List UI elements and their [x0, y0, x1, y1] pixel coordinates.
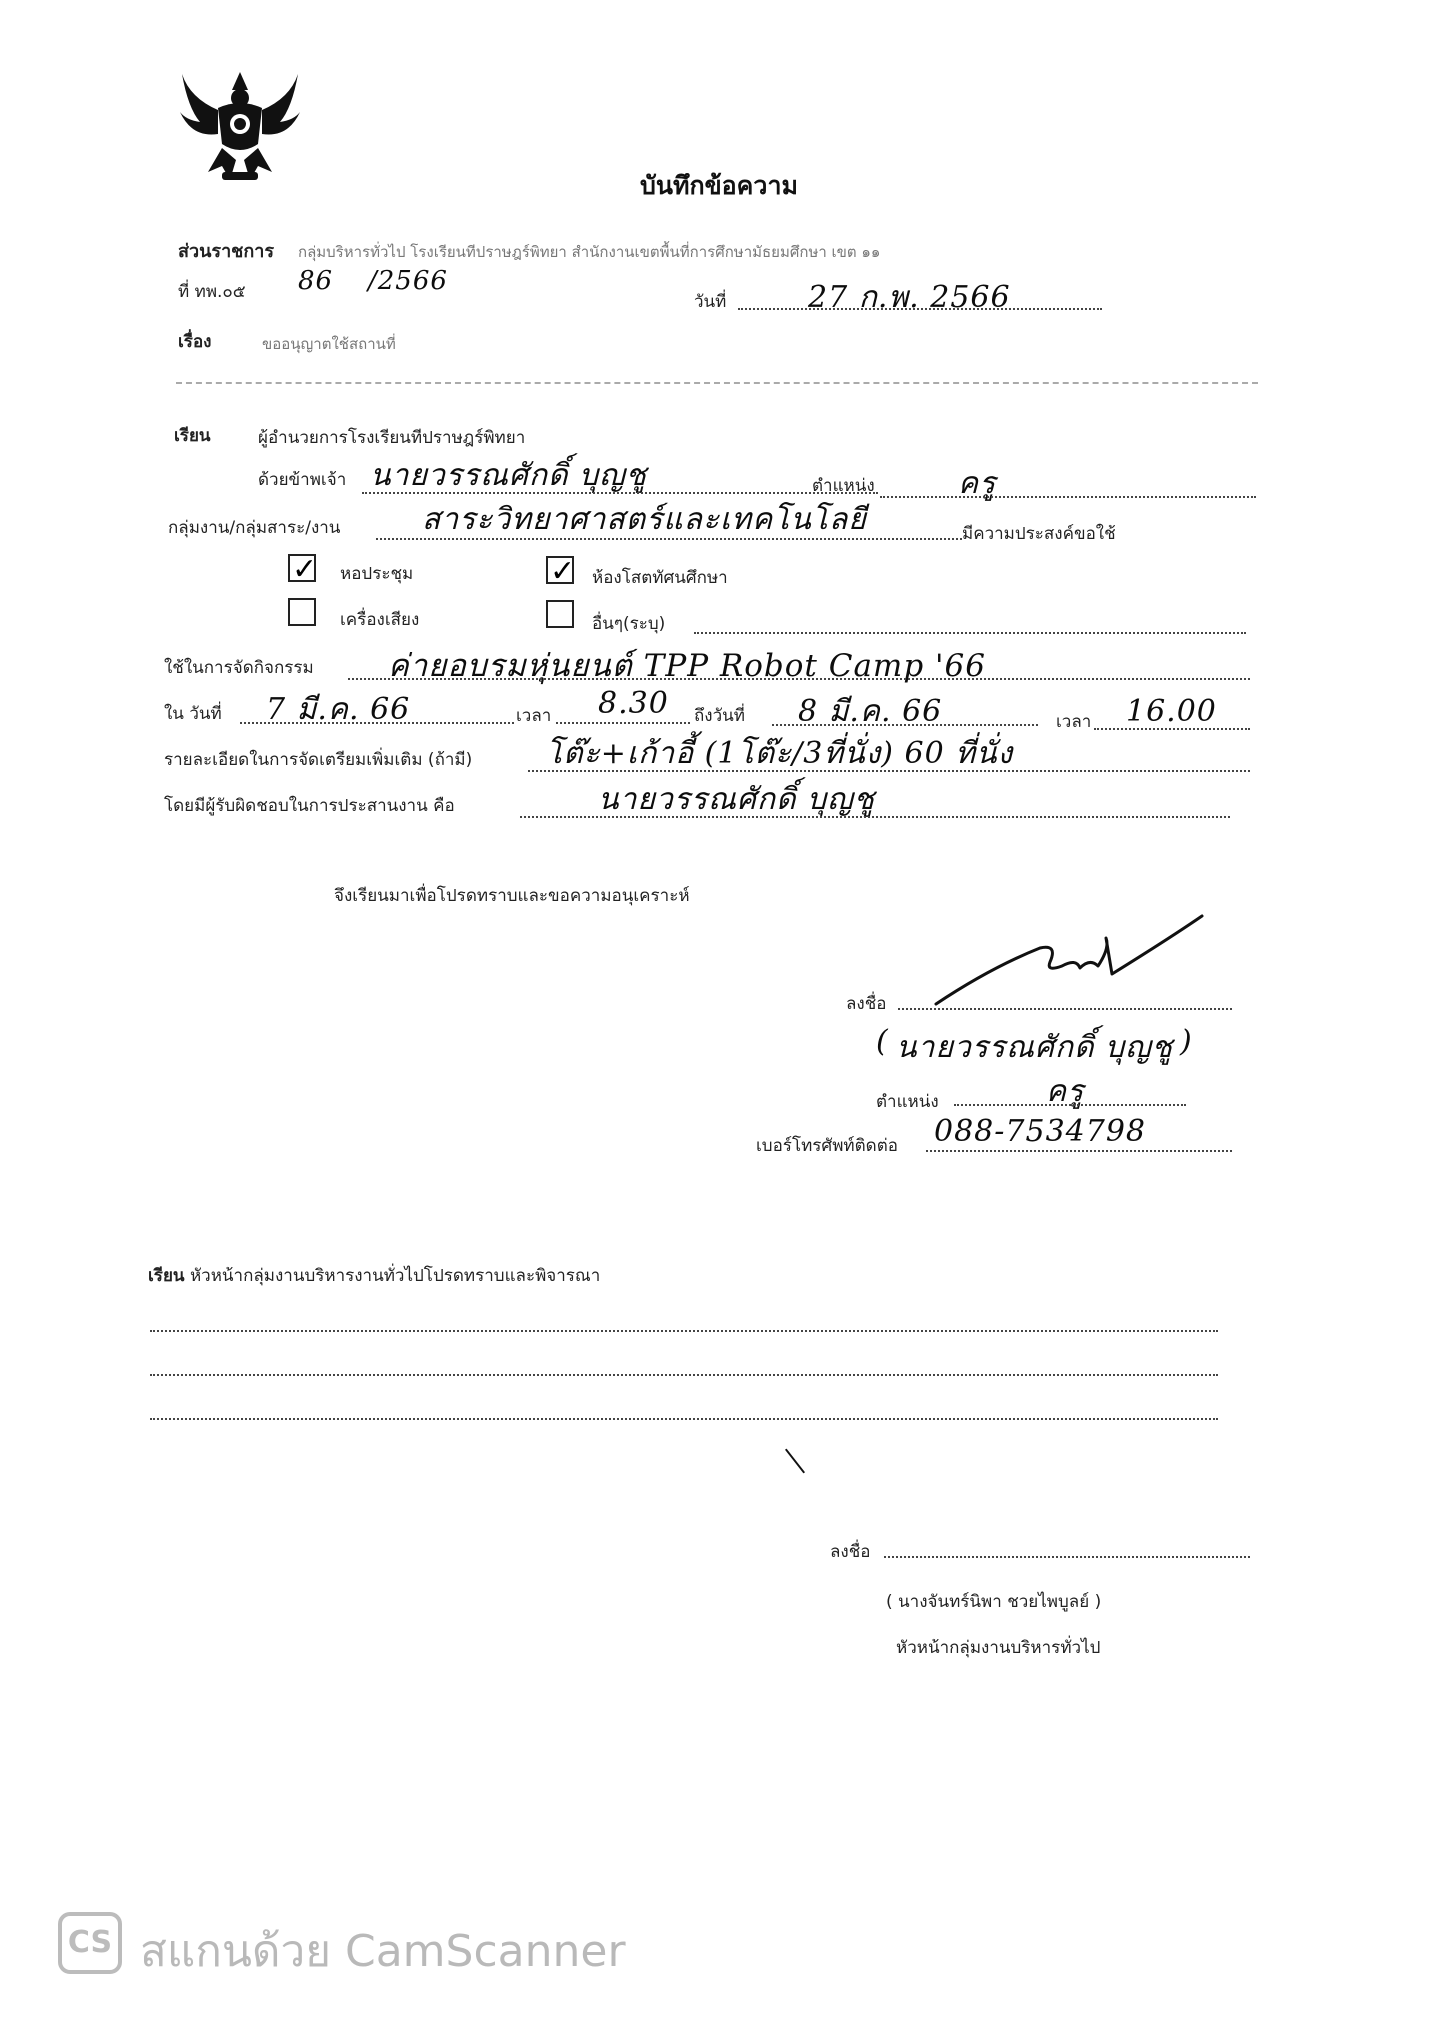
date-label: วันที่	[694, 292, 727, 312]
on-date-dotted-line	[240, 722, 514, 724]
phone-label: เบอร์โทรศัพท์ติดต่อ	[756, 1136, 898, 1156]
subject-text: ขออนุญาตใช้สถานที่	[262, 335, 396, 353]
activity-label: ใช้ในการจัดกิจกรรม	[164, 658, 314, 678]
to-label: เรียน	[174, 426, 211, 446]
activity-dotted-line	[348, 678, 1250, 680]
ref-label: ที่ ทพ.๐๕	[178, 282, 246, 302]
agency-text: กลุ่มบริหารทั่วไป โรงเรียนทีปราษฎร์พิทยา สำนักงานเขตพื้นที่การศึกษามัธยมศึกษา เขต ๑๑	[298, 243, 881, 261]
time-value: 8.30	[598, 686, 669, 721]
camscanner-watermark-text: สแกนด้วย CamScanner	[140, 1926, 626, 1977]
to-text: ผู้อำนวยการโรงเรียนทีปราษฎร์พิทยา	[258, 428, 526, 448]
to-date-value: 8 มี.ค. 66	[798, 694, 943, 729]
ref-number: 86	[298, 266, 334, 296]
signatory-position-label: ตำแหน่ง	[876, 1092, 939, 1112]
time-dotted-line	[556, 722, 690, 724]
approval-sign-dotted-line	[884, 1556, 1250, 1558]
time-label: เวลา	[516, 706, 552, 726]
camscanner-badge-text: CS	[67, 1925, 113, 1960]
approval-name: ( นางจันทร์นิพา ชวยไพบูลย์ )	[886, 1592, 1102, 1612]
approval-title: หัวหน้ากลุ่มงานบริหารทั่วไป	[896, 1638, 1101, 1658]
agency-label: ส่วนราชการ	[178, 241, 275, 262]
check-mark-icon: ✓	[550, 554, 576, 589]
sign-label: ลงชื่อ	[846, 994, 887, 1014]
name-value: นายวรรณศักดิ์ บุญชู	[370, 458, 648, 493]
position-value: ครู	[958, 466, 997, 501]
camscanner-logo-icon	[58, 1912, 122, 1974]
checkbox-sound[interactable]	[288, 598, 316, 626]
coordinator-label: โดยมีผู้รับผิดชอบในการประสานงาน คือ	[164, 796, 455, 816]
approval-sign-label: ลงชื่อ	[830, 1542, 871, 1562]
to-date-label: ถึงวันที่	[694, 706, 745, 726]
option-other-label: อื่นๆ(ระบุ)	[592, 614, 666, 634]
to-date-dotted-line	[772, 724, 1038, 726]
details-dotted-line	[528, 770, 1250, 772]
on-date-label: ใน วันที่	[164, 704, 222, 724]
approval-to-label: เรียน	[148, 1266, 185, 1286]
approval-to-line	[148, 1262, 600, 1289]
phone-dotted-line	[926, 1150, 1232, 1152]
sign-dotted-line	[898, 1008, 1232, 1010]
garuda-emblem-icon	[178, 68, 302, 186]
name-open-paren: (	[876, 1024, 889, 1059]
details-value: โต๊ะ+เก้าอี้ (1โต๊ะ/3ที่นั่ง) 60 ที่นั่ง	[546, 736, 1014, 771]
phone-value: 088-7534798	[934, 1114, 1147, 1149]
option-av-room-label: ห้องโสตทัศนศึกษา	[592, 568, 728, 588]
approval-line-2	[150, 1374, 1218, 1376]
name-close-paren: )	[1180, 1024, 1193, 1059]
coordinator-value: นายวรรณศักดิ์ บุญชู	[598, 782, 876, 817]
check-mark-icon: ✓	[292, 552, 318, 587]
date-value: 27 ก.พ. 2566	[808, 280, 1011, 315]
group-value: สาระวิทยาศาสตร์และเทคโนโลยี	[422, 502, 867, 537]
other-dotted-line	[694, 632, 1246, 634]
details-label: รายละเอียดในการจัดเตรียมเพิ่มเติม (ถ้ามี)	[164, 750, 473, 770]
subject-label: เรื่อง	[178, 332, 212, 352]
checkbox-hall[interactable]	[288, 552, 318, 587]
position-dotted-line	[880, 496, 1256, 498]
stray-mark	[785, 1449, 805, 1474]
signatory-position-dotted-line	[954, 1104, 1186, 1106]
approval-line-3	[150, 1418, 1218, 1420]
memo-title: บันทึกข้อความ	[640, 171, 798, 200]
group-dotted-line	[376, 538, 962, 540]
handwritten-signature	[930, 908, 1210, 1018]
date-dotted-line	[738, 308, 1102, 310]
signatory-name: นายวรรณศักดิ์ บุญชู	[896, 1030, 1174, 1065]
time2-value: 16.00	[1126, 694, 1217, 729]
name-label: ด้วยข้าพเจ้า	[258, 470, 347, 490]
time2-label: เวลา	[1056, 712, 1092, 732]
name-dotted-line	[362, 492, 878, 494]
on-date-value: 7 มี.ค. 66	[266, 692, 411, 727]
checkbox-av-room[interactable]	[546, 554, 576, 589]
coordinator-dotted-line	[520, 816, 1230, 818]
ref-year: /2566	[368, 266, 448, 296]
closing-text: จึงเรียนมาเพื่อโปรดทราบและขอความอนุเคราะห์	[334, 886, 690, 906]
checkbox-other[interactable]	[546, 600, 574, 628]
position-label: ตำแหน่ง	[812, 476, 875, 496]
option-sound-label: เครื่องเสียง	[340, 610, 420, 630]
header-divider	[176, 382, 1258, 384]
activity-value: ค่ายอบรมหุ่นยนต์ TPP Robot Camp '66	[388, 648, 986, 684]
approval-to-text: หัวหน้ากลุ่มงานบริหารงานทั่วไปโปรดทราบและพิจารณา	[189, 1266, 601, 1286]
signatory-position-value: ครู	[1046, 1074, 1085, 1109]
time2-dotted-line	[1094, 728, 1250, 730]
group-label: กลุ่มงาน/กลุ่มสาระ/งาน	[168, 518, 341, 538]
approval-line-1	[150, 1330, 1218, 1332]
purpose-label: มีความประสงค์ขอใช้	[962, 524, 1116, 544]
option-hall-label: หอประชุม	[340, 564, 414, 584]
